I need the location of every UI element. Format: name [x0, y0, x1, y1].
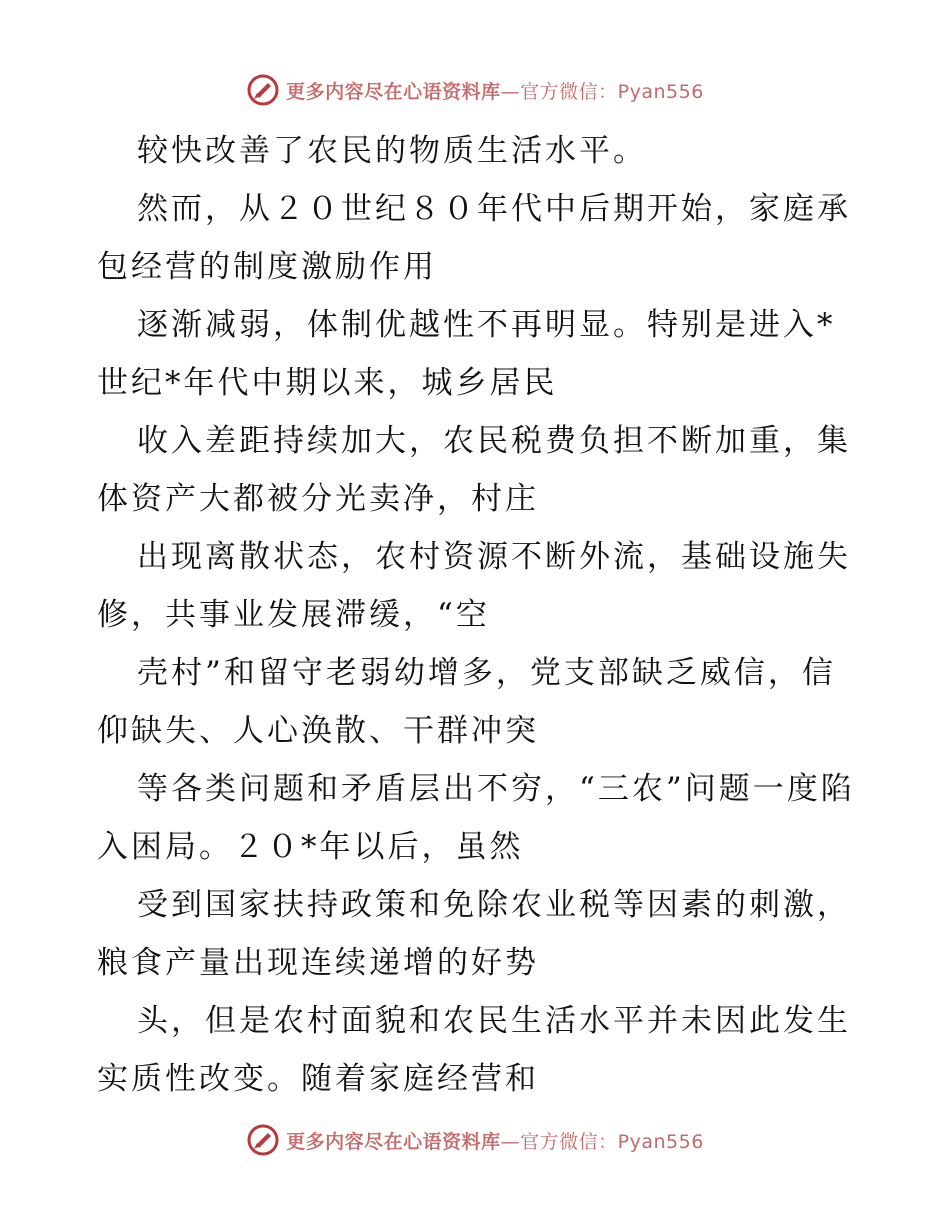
banner-lead-text: 更多内容尽在心语资料库	[286, 80, 501, 103]
paragraph: 逐渐减弱，体制优越性不再明显。特别是进入*世纪*年代中期以来，城乡居民	[97, 307, 836, 401]
paragraph: 头，但是农村面貌和农民生活水平并未因此发生实质性改变。随着家庭经营和	[97, 1003, 851, 1097]
paragraph: 出现离散状态，农村资源不断外流，基础设施失修，共事业发展滞缓，“空	[97, 539, 851, 633]
footer-banner	[0, 1120, 950, 1160]
banner-contact-text: —官方微信：Pyan556	[500, 1130, 704, 1153]
paragraph: 壳村”和留守老弱幼增多，党支部缺乏威信，信仰缺失、人心涣散、干群冲突	[97, 655, 836, 749]
header-banner	[0, 70, 950, 110]
banner-text	[286, 77, 704, 104]
banner-lead-text: 更多内容尽在心语资料库	[286, 1130, 501, 1153]
paragraph: 等各类问题和矛盾层出不穷，“三农”问题一度陷入困局。２０*年以后，虽然	[97, 771, 855, 865]
document-body	[97, 122, 857, 1108]
paragraph: 收入差距持续加大，农民税费负担不断加重，集体资产大都被分光卖净，村庄	[97, 423, 851, 517]
library-logo-icon	[246, 1123, 280, 1157]
banner-text	[286, 1127, 704, 1154]
paragraph: 受到国家扶持政策和免除农业税等因素的刺激，粮食产量出现连续递增的好势	[97, 887, 851, 981]
banner-contact-text: —官方微信：Pyan556	[500, 80, 704, 103]
library-logo-icon	[246, 73, 280, 107]
paragraph: 然而，从２０世纪８０年代中后期开始，家庭承包经营的制度激励作用	[97, 191, 851, 285]
paragraph: 较快改善了农民的物质生活水平。	[137, 133, 647, 169]
